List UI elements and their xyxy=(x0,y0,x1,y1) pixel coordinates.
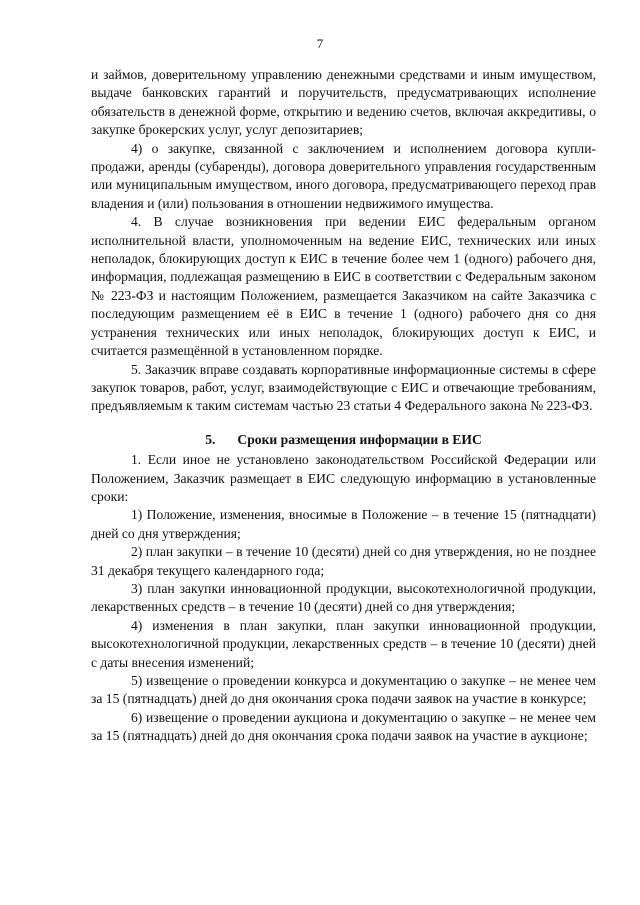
document-body xyxy=(91,66,596,746)
paragraph-5-corporate-systems: 5. Заказчик вправе создавать корпоративные информационные системы в сфере закупок товаров, работ, услуг, взаимодействующие с ЕИС и отвечающие требованиям, предъявляемым к таким системам частью 23 статьи 4 Федерального закона № 223-ФЗ. xyxy=(91,361,596,414)
list-item-4-plan-changes: 4) изменения в план закупки, план закупки инновационной продукции, высокотехнологичной продукции, лекарственных средств – в течение 10 (десяти) дней с даты внесения изменений; xyxy=(91,617,596,670)
list-item-1-regulation: 1) Положение, изменения, вносимые в Положение – в течение 15 (пятнадцати) дней со дня утверждения; xyxy=(91,507,596,541)
list-item-3-innovative-plan: 3) план закупки инновационной продукции, высокотехнологичной продукции, лекарственных средств – в течение 10 (десяти) дней со дня утверждения; xyxy=(91,580,596,615)
paragraph-item-4-purchase-property: 4) о закупке, связанной с заключением и исполнением договора купли-продажи, аренды (субаренды), договора доверительного управления государственным или муниципальным имуществом, иного договора, предусматривающего переход прав владения и (или) пользования в отношении недвижимого имущества. xyxy=(91,140,596,211)
list-item-5-tender-notice: 5) извещение о проведении конкурса и документацию о закупке – не менее чем за 15 (пятнадцать) дней до дня окончания срока подачи заявок на участие в конкурсе; xyxy=(91,673,596,707)
section-number: 5. xyxy=(205,431,216,447)
section-heading xyxy=(91,431,596,449)
list-item-6-auction-notice: 6) извещение о проведении аукциона и документацию о закупке – не менее чем за 15 (пятнадцать) дней до дня окончания срока подачи заявок на участие в аукционе; xyxy=(91,709,596,744)
page-number: 7 xyxy=(316,36,324,51)
list-item-2-purchase-plan: 2) план закупки – в течение 10 (десяти) дней со дня утверждения, но не позднее 31 декабря текущего календарного года; xyxy=(91,544,596,578)
paragraph-4-eis-malfunction: 4. В случае возникновения при ведении ЕИС федеральным органом исполнительной власти, уполномоченным на ведение ЕИС, технических или иных неполадок, блокирующих доступ к ЕИС в течение более чем 1 (одного) рабочего дня, информация, подлежащая размещению в ЕИС в соответствии с Федеральным законом № 223-ФЗ и настоящим Положением, размещается Заказчиком на сайте Заказчика с последующим размещением её в ЕИС в течение 1 (одного) рабочего дня со дня устранения технических или иных неполадок, блокирующих доступ к ЕИС, и считается размещённой в установленном порядке. xyxy=(91,214,596,359)
paragraph-1-posting-deadlines: 1. Если иное не установлено законодательством Российской Федерации или Положением, Заказчик размещает в ЕИС следующую информацию в установленные сроки: xyxy=(91,452,596,504)
section-title: Сроки размещения информации в ЕИС xyxy=(237,431,482,447)
paragraph-continuation: и займов, доверительному управлению денежными средствами и иным имуществом, выдаче банковских гарантий и поручительств, предусматривающих исполнение обязательств в денежной форме, открытию и ведению счетов, включая аккредитивы, о закупке брокерских услуг, услуг депозитариев; xyxy=(91,67,596,138)
